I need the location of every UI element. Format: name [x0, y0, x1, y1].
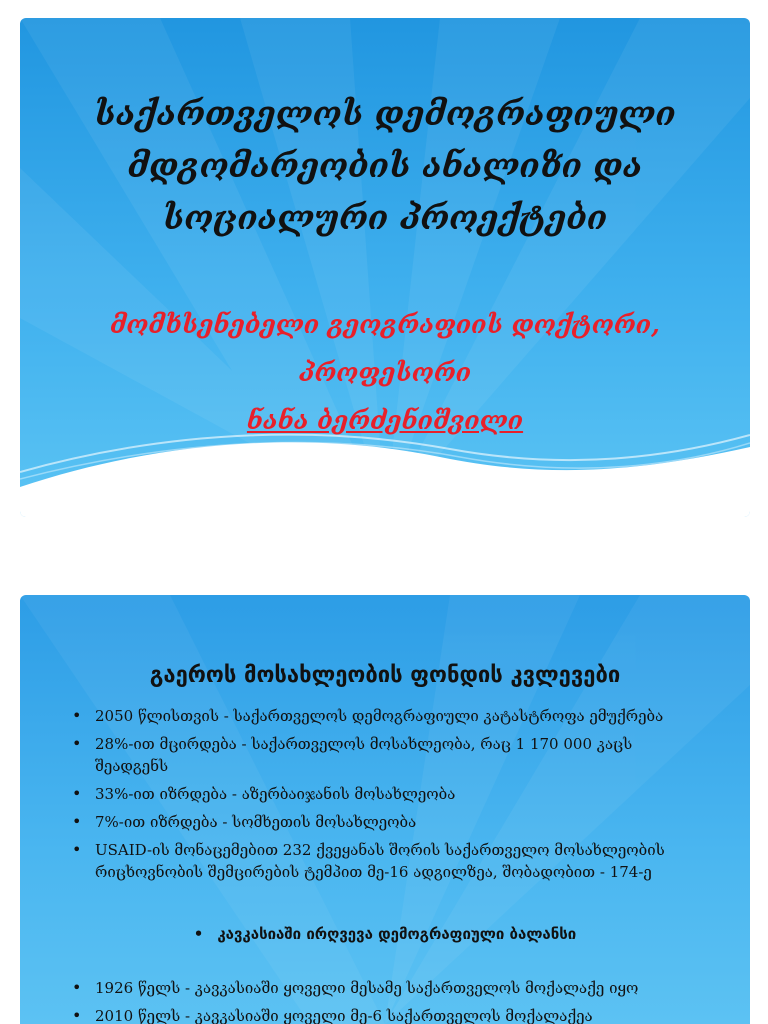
bullet-list-lower: [68, 977, 710, 1024]
bullet-dot-icon: •: [193, 925, 204, 943]
list-item: • 7%-ით იზრდება - სომხეთის მოსახლეობა: [68, 811, 710, 833]
bullet-list: [68, 705, 710, 889]
list-item: • 2050 წლისთვის - საქართველოს დემოგრაფიული კატასტროფა ემუქრება: [68, 705, 710, 727]
list-item: • 28%-ით მცირდება - საქართველოს მოსახლეობა, რაც 1 170 000 კაცს შეადგენს: [68, 733, 710, 777]
presenter-title: პროფესორი: [298, 358, 472, 387]
slide-heading: გაეროს მოსახლეობის ფონდის კვლევები: [149, 663, 621, 688]
content-slide: [20, 595, 750, 1024]
list-item: • 2010 წელს - კავკასიაში ყოველი მე-6 საქართველოს მოქალაქეა: [68, 1005, 710, 1024]
list-item: • 33%-ით იზრდება - აზერბაიჯანის მოსახლეობა: [68, 783, 710, 805]
center-bullet-text: კავკასიაში ირღვევა დემოგრაფიული ბალანსი: [217, 925, 577, 943]
list-item: • 1926 წელს - კავკასიაში ყოველი მესამე საქართველოს მოქალაქე იყო: [68, 977, 710, 999]
list-item: • USAID-ის მონაცემებით 232 ქვეყანას შორის საქართველო მოსახლეობის რიცხოვნობის შემცირების ტემპით მე-16 ადგილზეა, შობადობით - 174-ე: [68, 839, 710, 883]
presenter-role: მომხსენებელი გეოგრაფიის დოქტორი,: [110, 310, 660, 339]
title-slide: [20, 18, 750, 517]
wave-decoration: [20, 427, 750, 517]
slide-title: საქართველოს დემოგრაფიული მდგომარეობის ანალიზი და სოციალური პროექტები: [94, 94, 676, 237]
center-bullet: [20, 925, 750, 943]
presenter-name: ნანა ბერძენიშვილი: [246, 406, 524, 435]
